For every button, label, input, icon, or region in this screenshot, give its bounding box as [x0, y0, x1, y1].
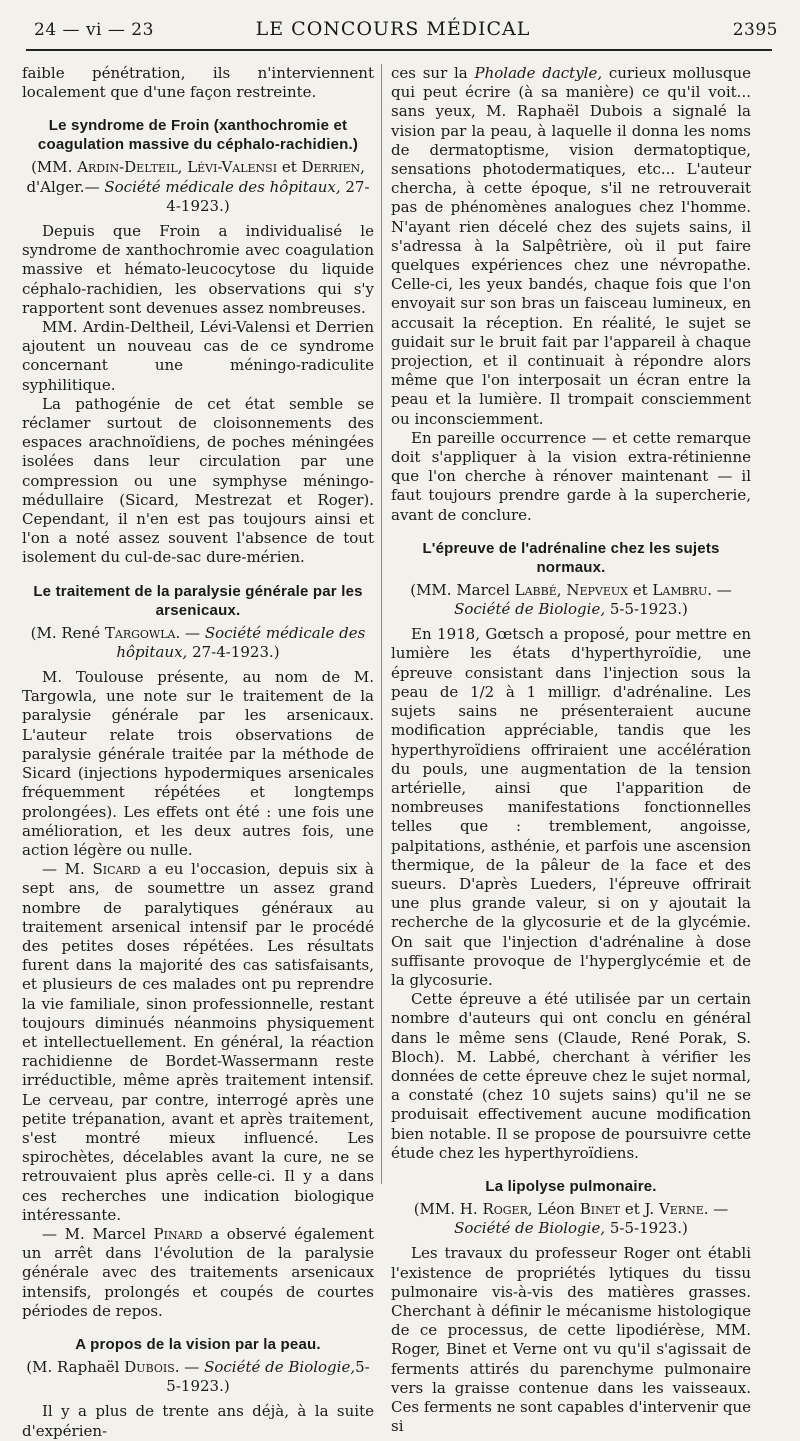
page-number: 2395 [732, 20, 778, 40]
section-reference: (MM. Marcel Labbé, Nepveux et Lambru. — Société de Biologie, 5-5-1923.) [410, 580, 732, 619]
paragraph: Depuis que Froin a individualisé le syndrome de xanthochromie avec coagulation massive et hémato-leucocytose du liquide céphalo-rachidien, les observations qui s'y rapportent sont devenues assez nombreuses. [22, 222, 374, 317]
section-title-froin: Le syndrome de Froin (xanthochromie et coagulation massive du céphalo-rachidien.) [37, 117, 359, 154]
paragraph: — M. Sicard a eu l'occasion, depuis six à sept ans, de soumettre un assez grand nombre de paralytiques généraux au traitement arsenical intensif par le procédé des petites doses répétées. Les résultats furent dans la majorité des cas satisfaisants, et plusieurs de ces malades ont pu reprendre la vie familiale, sinon professionnelle, restant toujours diminués néanmoins physiquement et intellectuellement. En général, la réaction rachidienne de Bordet-Wassermann reste irréductible, même après traitement intensif. Le cerveau, par contre, interrogé après une petite trépanation, avant et après traitement, s'est montré mieux influencé. Les spirochètes, décelables avant la cure, ne se retrouvaient plus après celle-ci. Il y a dans ces recherches une indication biologique intéressante. [22, 860, 374, 1224]
journal-title: LE CONCOURS MÉDICAL [255, 18, 531, 40]
paragraph: — M. Marcel Pinard a observé également un arrêt dans l'évolution de la paralysie générale avec des traitements arsenicaux intensifs, prolongés et coupés de courtes périodes de repos. [22, 1224, 374, 1320]
section-title-lipolyse: La lipolyse pulmonaire. [485, 1177, 657, 1195]
right-column [391, 64, 751, 1436]
section-reference: (MM. H. Roger, Léon Binet et J. Verne. — Société de Biologie, 5-5-1923.) [413, 1199, 729, 1238]
paragraph: En pareille occurrence — et cette remarque doit s'appliquer à la vision extra-rétinienne que l'on cherche à rénover maintenant — il faut toujours prendre garde à la supercherie, avant de conclure. [391, 428, 751, 524]
paragraph: Cette épreuve a été utilisée par un certain nombre d'auteurs qui ont conclu en général dans le même sens (Claude, René Porak, S. Bloch). M. Labbé, cherchant à vérifier les données de cette épreuve chez le sujet normal, a constaté (chez 10 sujets sains) qu'il ne se produisait effectivement aucune modification bien notable. Il se propose de poursuivre cette étude chez les hyperthyroïdiens. [391, 990, 751, 1162]
paragraph: Les travaux du professeur Roger ont établi l'existence de propriétés lytiques du tissu pulmonaire vis-à-vis des matières grasses. Cherchant à définir le mécanisme histologique de ce processus, de cette lipodiérèse, MM. Roger, Binet et Verne ont vu qu'il s'agissait de ferments attirés du parenchyme pulmonaire vers la graisse contenue dans les vaisseaux. Ces ferments ne sont capables d'intervenir que si [391, 1244, 751, 1436]
page-header [28, 18, 778, 48]
section-title-paralysie: Le traitement de la paralysie générale par les arsenicaux. [33, 582, 363, 619]
paragraph: MM. Ardin-Deltheil, Lévi-Valensi et Derrien ajoutent un nouveau cas de ce syndrome concernant une méningo-radiculite syphilitique. [22, 318, 374, 394]
section-reference: (M. Raphaël Dubois. — Société de Biologie,5-5-1923.) [26, 1357, 370, 1396]
paragraph: faible pénétration, ils n'interviennent localement que d'une façon restreinte. [22, 64, 374, 102]
section-reference: (MM. Ardin-Delteil, Lévi-Valensi et Derrien, d'Alger.— Société médicale des hôpitaux, 27-4-1923.) [26, 158, 370, 215]
column-separator [381, 64, 382, 1184]
header-rule [26, 49, 772, 51]
paragraph: Il y a plus de trente ans déjà, à la suite d'expérien- [22, 1402, 374, 1440]
paragraph: ces sur la Pholade dactyle, curieux mollusque qui peut écrire (à sa manière) ce qu'il voit... sans yeux, M. Raphaël Dubois a signalé la vision par la peau, à laquelle il donna les noms de dermatoptisme, vision dermatoptique, sensations photodermatiques, etc... L'auteur chercha, à cette époque, s'il ne retrouverait pas de phénomènes analogues chez l'homme. N'ayant rien décelé chez des sujets sains, il s'adressa à la Salpêtrière, où il put faire quelques expériences chez une névropathe. Celle-ci, les yeux bandés, chaque fois que l'on envoyait sur son bras un faisceau lumineux, en accusait la réception. En réalité, le sujet se guidait sur le bruit fait par l'appareil à chaque projection, et il continuait à répondre alors même que l'on interposait un écran entre la peau et la lumière. Il trompait consciemment ou inconsciemment. [391, 64, 751, 428]
issue-date: 24 — vi — 23 [34, 20, 154, 40]
paragraph: En 1918, Gœtsch a proposé, pour mettre en lumière les états d'hyperthyroïdie, une épreuve consistant dans l'injection sous la peau de 1/2 à 1 milligr. d'adrénaline. Les sujets sains ne présenteraient aucune modification appréciable, tandis que les hyperthyroïdiens offriraient une accélération du pouls, une augmentation de la tension artérielle, ainsi que l'apparition de nombreuses manifestations fonctionnelles telles que : tremblement, angoisse, palpitations, asthénie, et parfois une ascension thermique, de la pâleur de la face et des sueurs. D'après Lueders, l'épreuve offrirait une plus grande valeur, si on y ajoutait la recherche de la glycosurie et de la glycémie. On sait que l'injection d'adrénaline à dose suffisante provoque de l'hyperglycémie et de la glycosurie. [391, 625, 751, 989]
section-reference: (M. René Targowla. — Société médicale des hôpitaux, 27-4-1923.) [30, 623, 366, 661]
section-title-vision: A propos de la vision par la peau. [75, 1335, 321, 1353]
paragraph: M. Toulouse présente, au nom de M. Targowla, une note sur le traitement de la paralysie générale par les arsenicaux. L'auteur relate trois observations de paralysie générale traitée par la méthode de Sicard (injections hypodermiques arsenicales fréquemment répétées et longtemps prolongées). Les effets ont été : une fois une amélioration, et les deux autres fois, une action légère ou nulle. [22, 668, 374, 859]
left-column [22, 64, 374, 1441]
paragraph: La pathogénie de cet état semble se réclamer surtout de cloisonnements des espaces arachnoïdiens, de poches méningées isolées dans leur circulation par une compression ou une symphyse méningo-médullaire (Sicard, Mestrezat et Roger). Cependant, il n'en est pas toujours ainsi et l'on a noté assez souvent l'absence de tout isolement du cul-de-sac dure-mérien. [22, 394, 374, 567]
section-title-adrenaline: L'épreuve de l'adrénaline chez les sujets normaux. [422, 539, 720, 576]
